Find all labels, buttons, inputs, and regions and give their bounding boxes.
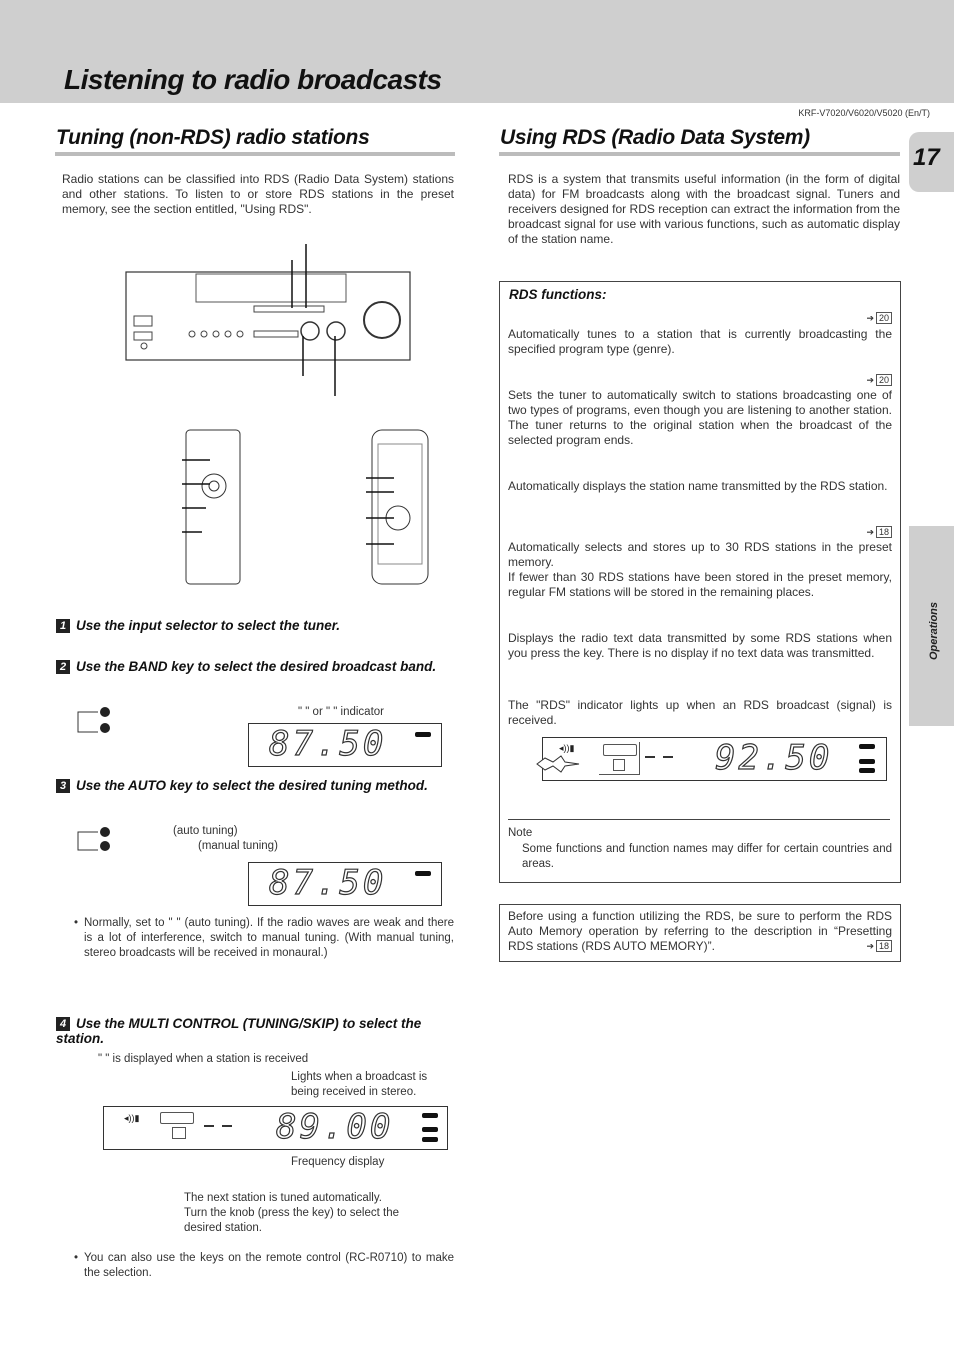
rds-bar-1 (859, 744, 875, 749)
step-4 (56, 1016, 456, 1046)
step-1 (56, 618, 340, 633)
station-bar-1 (422, 1113, 438, 1118)
display-auto-freq: 87.50 (269, 863, 387, 903)
ref-1-page: 20 (876, 312, 892, 324)
bullet-normal (76, 916, 454, 961)
rds-functions-box (499, 281, 901, 883)
step-2 (56, 659, 436, 674)
display-station (103, 1106, 448, 1150)
station-bar-2 (422, 1127, 438, 1132)
rds-bar-3 (859, 768, 875, 773)
preset-box-top (160, 1112, 194, 1124)
display-band-freq: 87.50 (269, 724, 387, 764)
step-2-text: Use the BAND key to select the desired broadcast band. (76, 659, 437, 674)
ref-1: ➔ 20 (866, 312, 892, 324)
right-intro: RDS is a system that transmits useful information (in the form of digital data) for FM broadcasts along with the broadcast signal. Tuners and receivers designed for RDS reception can extract the information from the broadcast signal for use with various functions, such as automatic display of the station name. (508, 172, 900, 246)
rds-dash-2 (663, 756, 673, 758)
page-title: Listening to radio broadcasts (64, 64, 442, 95)
func-3: Automatically displays the station name transmitted by the RDS station. (508, 479, 888, 493)
display-rds-freq: 92.50 (715, 738, 833, 778)
auto-cycle-arrows (74, 824, 114, 854)
bullet-mark: • (74, 917, 79, 929)
rds-preset-box-bottom (613, 759, 625, 771)
stereo-note: Lights when a broadcast is being received in stereo. (291, 1071, 428, 1098)
displayed-when-text: " " is displayed when a station is received (98, 1053, 309, 1065)
station-bar-3 (422, 1137, 438, 1142)
step-4-number: 4 (56, 1017, 70, 1031)
note-divider (508, 819, 890, 820)
band-indicator-bar (415, 732, 431, 737)
turn-knob-text: Turn the knob (press the key) to select the desired station. (184, 1207, 399, 1234)
ref-before-page: 18 (876, 940, 892, 952)
operations-label: Operations (928, 601, 940, 661)
freq-display-label: Frequency display (291, 1156, 385, 1168)
rds-signal-icon: ◂))▮ (559, 743, 575, 753)
dash-2 (222, 1125, 232, 1127)
model-number: KRF-V7020/V6020/V5020 (En/T) (798, 108, 930, 118)
rds-functions-title: RDS functions: (509, 287, 607, 302)
rds-indicator-burst (535, 754, 581, 774)
bullet-remote-text: You can also use the keys on the remote control (RC-R0710) to make the selection. (84, 1252, 454, 1279)
right-section-rule (499, 152, 900, 156)
ref-4: ➔ 18 (866, 526, 892, 538)
auto-indicator-bar (415, 871, 431, 876)
before-using-text: Before using a function utilizing the RDS, be sure to perform the RDS Auto Memory operation by referring to the description in “Presetting RDS stations (RDS AUTO MEMORY)”. (508, 909, 892, 953)
func-4b: If fewer than 30 RDS stations have been stored in the preset memory, regular FM stations will be stored in the remaining places. (508, 570, 892, 599)
step-3-text: Use the AUTO key to select the desired tuning method. (76, 778, 428, 793)
band-cycle-arrows (74, 704, 114, 734)
page-number: 17 (913, 144, 940, 171)
ref-4-page: 18 (876, 526, 892, 538)
display-auto (248, 862, 442, 906)
left-section-rule (55, 152, 455, 156)
func-1: Automatically tunes to a station that is currently broadcasting the specified program type (genre). (508, 327, 892, 356)
display-station-freq: 89.00 (276, 1107, 394, 1147)
remote-control-1 (180, 428, 250, 588)
ref-2: ➔ 20 (866, 374, 892, 386)
before-using-box (499, 904, 901, 962)
bullet-mark-2: • (74, 1252, 79, 1264)
rds-dash-1 (645, 756, 655, 758)
signal-icon: ◂))▮ (124, 1113, 140, 1123)
display-rds (542, 737, 887, 781)
func-4a: Automatically selects and stores up to 30 RDS stations in the preset memory. (508, 540, 892, 569)
auto-tuning-label: (auto tuning) (173, 825, 238, 837)
note-text: Some functions and function names may differ for certain countries and areas. (522, 843, 892, 870)
func-6: The "RDS" indicator lights up when an RDS broadcast (signal) is received. (508, 698, 892, 727)
step-3 (56, 778, 428, 793)
manual-tuning-label: (manual tuning) (198, 840, 278, 852)
step-1-text: Use the input selector to select the tuner. (76, 618, 341, 633)
ref-before: ➔ 18 (866, 940, 892, 952)
step-3-number: 3 (56, 779, 70, 793)
func-2: Sets the tuner to automatically switch to stations broadcasting one of two types of programs, even though you are listening to another station. The tuner returns to the original station when the broadcast of the selected program ends. (508, 388, 892, 447)
bullet-normal-text: Normally, set to " " (auto tuning). If the radio waves are weak and there is a lot of interference, switch to manual tuning. (With manual tuning, stereo broadcasts will be received in monaural.) (84, 917, 454, 959)
rds-bar-2 (859, 759, 875, 764)
step-4-text: Use the MULTI CONTROL (TUNING/SKIP) to select the station. (56, 1016, 422, 1047)
step-1-number: 1 (56, 619, 70, 633)
display-band (248, 723, 442, 767)
ref-2-page: 20 (876, 374, 892, 386)
receiver-illustration (120, 240, 420, 400)
remote-control-2 (364, 428, 434, 588)
band-indicator-label: " " or " " indicator (298, 706, 384, 718)
dash-1 (204, 1125, 214, 1127)
left-intro: Radio stations can be classified into RDS (Radio Data System) stations and other stations. To listen to or store RDS stations in the preset memory, see the section entitled, "Using RDS". (62, 172, 454, 216)
next-station-text: The next station is tuned automatically. (184, 1192, 382, 1204)
note-title: Note (508, 827, 533, 839)
func-5: Displays the radio text data transmitted by some RDS stations when you press the key. There is no display if no text data was transmitted. (508, 631, 892, 660)
step-2-number: 2 (56, 660, 70, 674)
preset-box-bottom (172, 1127, 186, 1139)
right-section-title: Using RDS (Radio Data System) (500, 126, 810, 149)
bullet-remote (76, 1251, 454, 1281)
left-section-title: Tuning (non-RDS) radio stations (56, 126, 370, 149)
